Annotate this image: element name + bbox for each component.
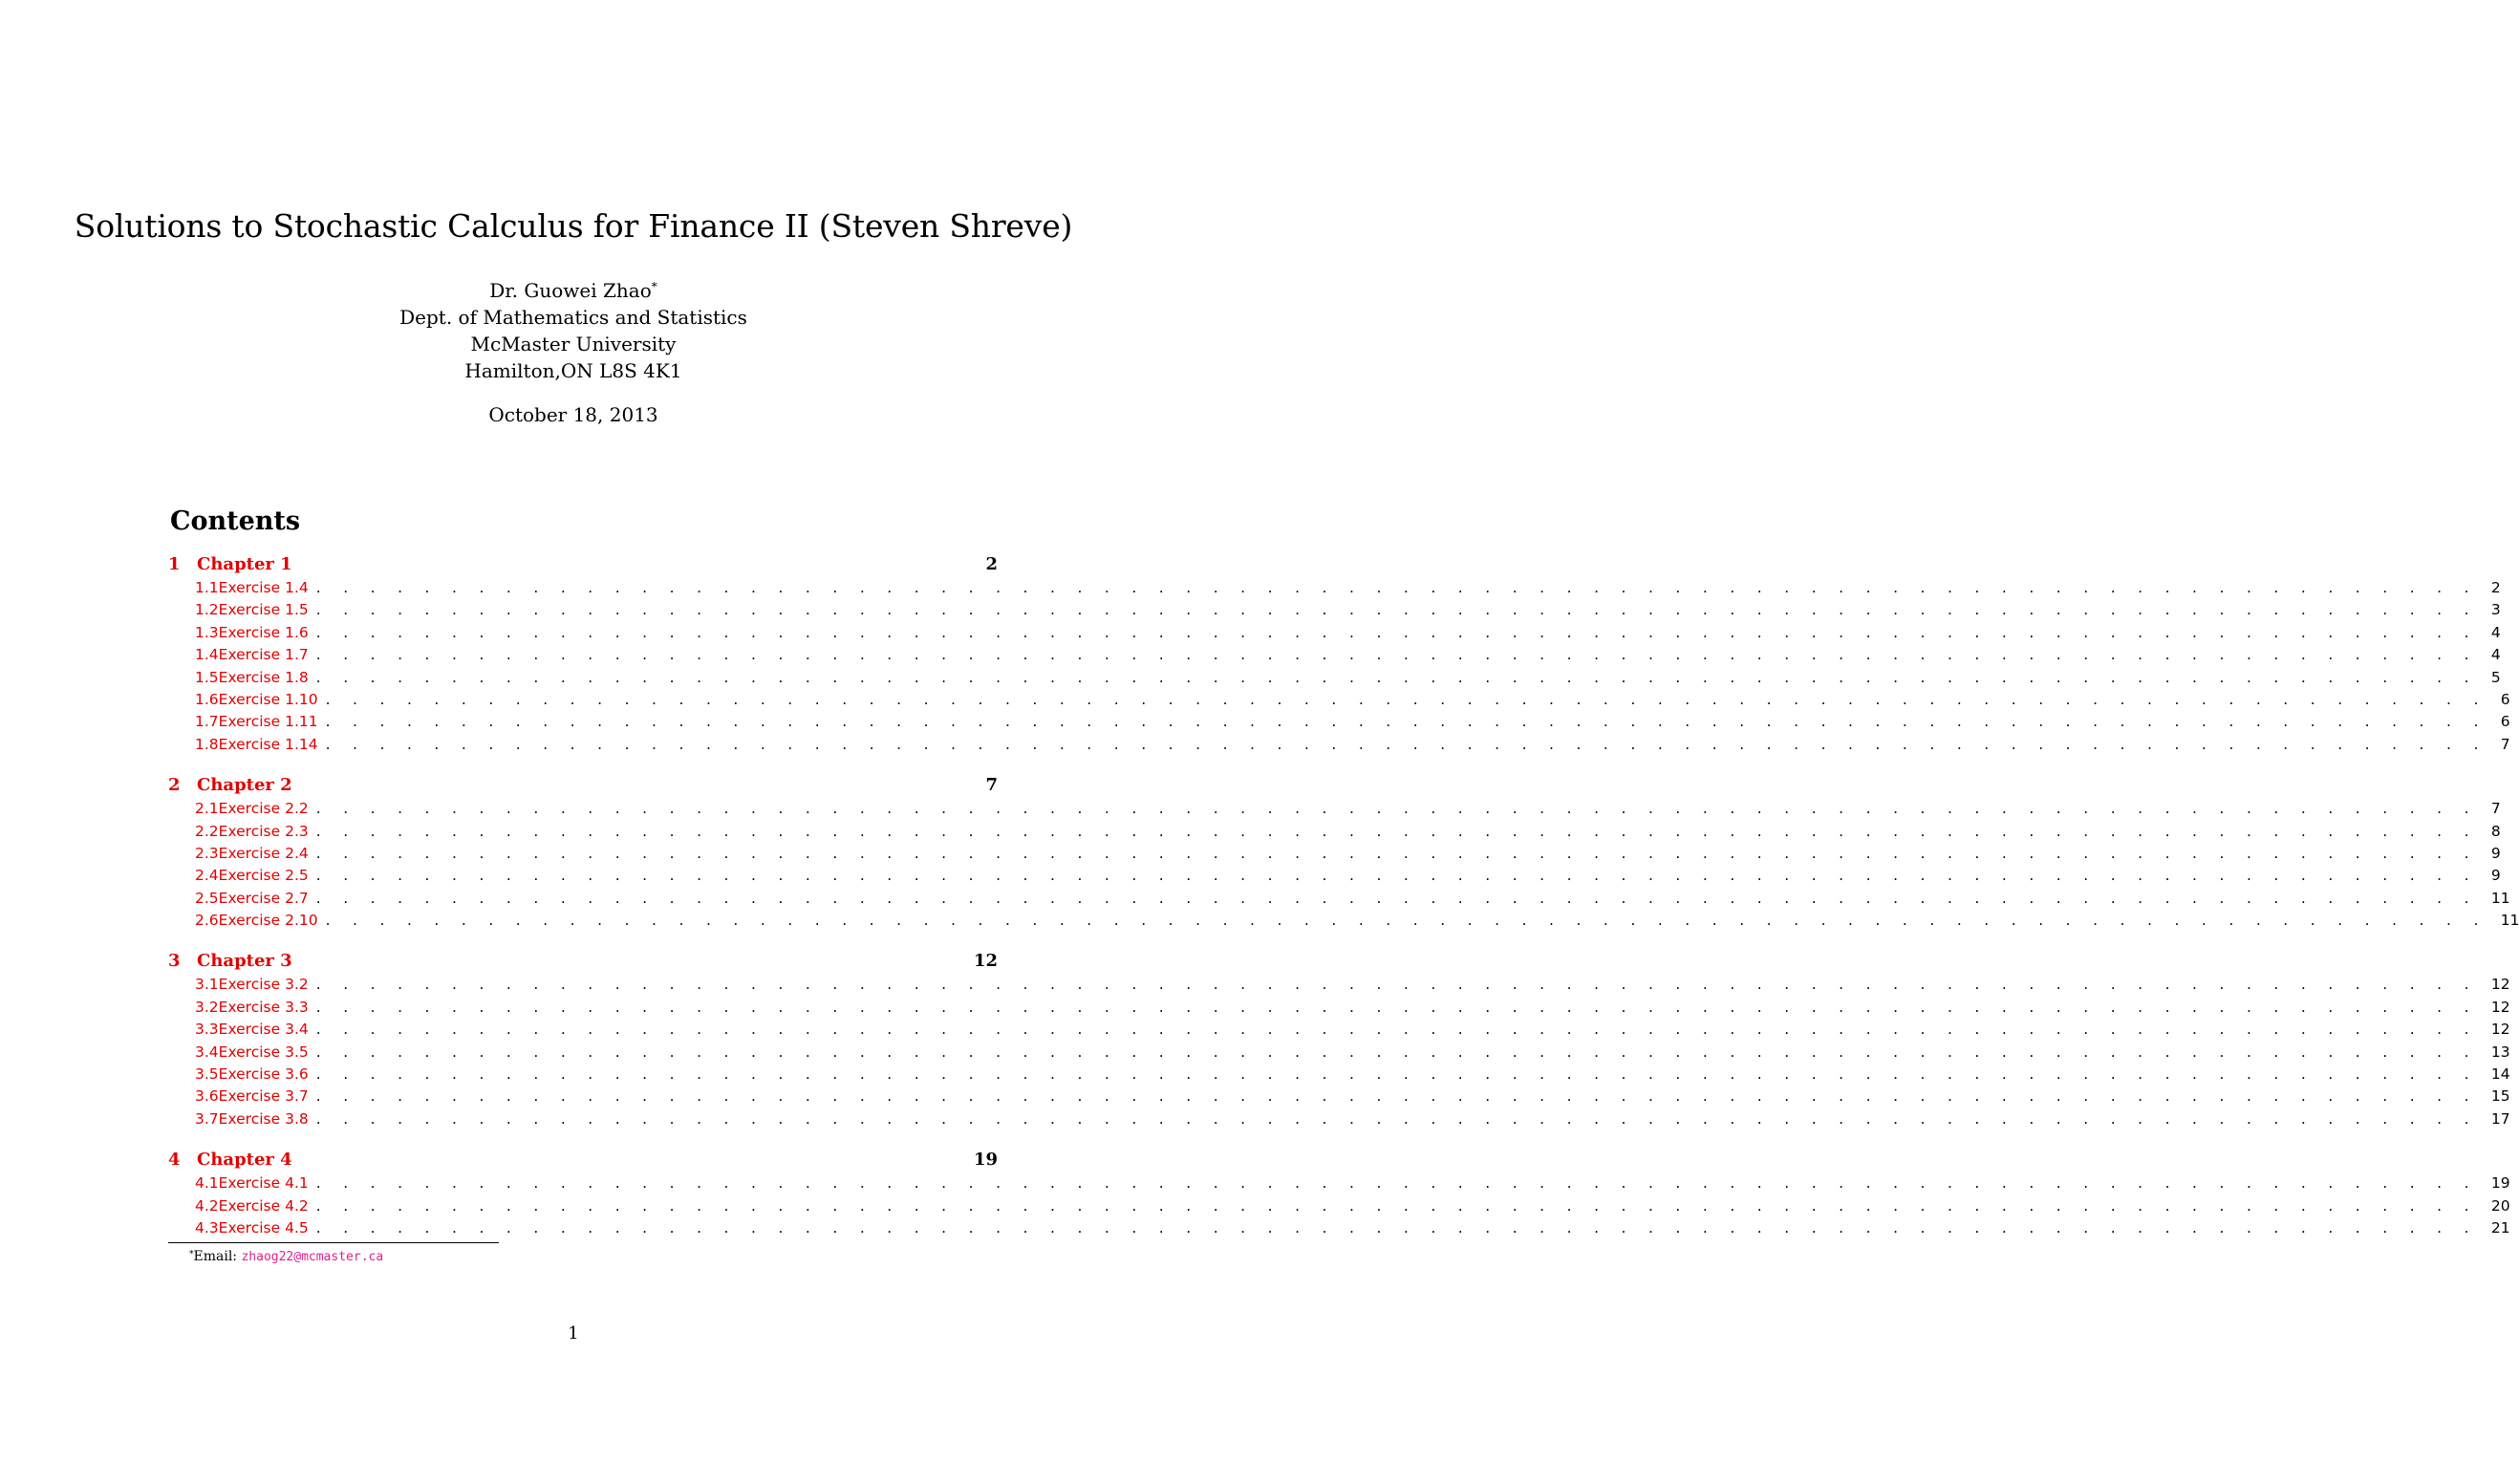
- toc-exercise-number[interactable]: 1.1: [195, 579, 219, 596]
- toc-exercise-number[interactable]: 3.4: [195, 1043, 219, 1061]
- toc-chapter-number[interactable]: 4: [168, 1150, 181, 1171]
- toc-exercise-number[interactable]: 1.4: [195, 646, 219, 664]
- toc-dot-leader: . . . . . . . . . . . . . . . . . . . . . . . . . . . . . . . . . . . . . . . . . . . . . . . . . . . . . . . . . . . . . . . . . . . . . . . . . . . . . . . .: [315, 822, 2478, 840]
- toc-dot-leader: . . . . . . . . . . . . . . . . . . . . . . . . . . . . . . . . . . . . . . . . . . . . . . . . . . . . . . . . . . . . . . . . . . . . . . . . . . . . . . . .: [325, 690, 2487, 708]
- toc-exercise-title[interactable]: Exercise 2.5: [218, 867, 309, 885]
- toc-exercise-number[interactable]: 3.5: [195, 1065, 219, 1084]
- toc-exercise-entry[interactable]: [168, 1108, 2510, 1130]
- toc-exercise-number[interactable]: 2.6: [195, 912, 219, 930]
- toc-chapter-number[interactable]: 3: [168, 951, 181, 972]
- toc-exercise-page: 13: [2490, 1043, 2510, 1061]
- toc-exercise-number[interactable]: 3.2: [195, 998, 219, 1016]
- toc-exercise-number[interactable]: 2.4: [195, 867, 219, 885]
- toc-exercise-page: 3: [2490, 601, 2501, 619]
- toc-chapter: [168, 552, 2510, 756]
- document-date: October 18, 2013: [488, 403, 658, 426]
- author-dept: Dept. of Mathematics and Statistics: [399, 306, 747, 329]
- toc-exercise-number[interactable]: 2.1: [195, 800, 219, 818]
- author-block: [0, 277, 1147, 384]
- toc-dot-leader: . . . . . . . . . . . . . . . . . . . . . . . . . . . . . . . . . . . . . . . . . . . . . . . . . . . . . . . . . . . . . . . . . . . . . . . . . . . . . . . .: [315, 976, 2478, 994]
- toc-exercise-page: 4: [2490, 623, 2501, 641]
- toc-exercise-number[interactable]: 1.7: [195, 713, 219, 731]
- toc-exercise-title[interactable]: Exercise 2.7: [218, 889, 309, 907]
- toc-exercise-entry[interactable]: [168, 1064, 2510, 1086]
- toc-exercise-number[interactable]: 1.2: [195, 601, 219, 619]
- toc-exercise-page: 11: [2490, 889, 2510, 907]
- toc-dot-leader: . . . . . . . . . . . . . . . . . . . . . . . . . . . . . . . . . . . . . . . . . . . . . . . . . . . . . . . . . . . . . . . . . . . . . . . . . . . . . . . .: [315, 1218, 2478, 1237]
- toc-exercise-page: 9: [2490, 867, 2501, 885]
- toc-exercise-entry[interactable]: [168, 711, 2510, 733]
- toc-exercise-number[interactable]: 2.2: [195, 822, 219, 840]
- toc-chapter-title[interactable]: Chapter 4: [197, 1150, 292, 1171]
- toc-exercise-entry[interactable]: [168, 644, 2501, 666]
- contents-heading: Contents: [170, 506, 301, 536]
- toc-exercise-title[interactable]: Exercise 3.5: [218, 1043, 309, 1061]
- toc-exercise-entry[interactable]: [168, 622, 2501, 644]
- toc-chapter-title[interactable]: Chapter 3: [197, 951, 292, 972]
- toc-exercise-title[interactable]: Exercise 2.2: [218, 800, 309, 818]
- toc-exercise-page: 8: [2490, 822, 2501, 840]
- footnote-rule: [168, 1242, 499, 1243]
- toc-exercise-title[interactable]: Exercise 3.7: [218, 1087, 309, 1106]
- page-number: 1: [568, 1323, 579, 1344]
- toc-exercise-page: 2: [2490, 579, 2501, 596]
- toc-exercise-entry[interactable]: [168, 599, 2501, 621]
- toc-exercise-entry[interactable]: [168, 1195, 2510, 1217]
- toc-dot-leader: . . . . . . . . . . . . . . . . . . . . . . . . . . . . . . . . . . . . . . . . . . . . . . . . . . . . . . . . . . . . . . . . . . . . . . . . . . . . . . . .: [325, 912, 2487, 930]
- footnote-label: Email:: [193, 1249, 242, 1264]
- toc-exercise-entry[interactable]: [168, 734, 2510, 756]
- toc-exercise-number[interactable]: 4.1: [195, 1174, 219, 1193]
- author-address: Hamilton,ON L8S 4K1: [464, 359, 682, 382]
- toc-exercise-number[interactable]: 3.7: [195, 1109, 219, 1128]
- toc-exercise-title[interactable]: Exercise 4.1: [218, 1174, 309, 1193]
- toc-exercise-entry[interactable]: [168, 1217, 2510, 1239]
- toc-exercise-title[interactable]: Exercise 3.3: [218, 998, 309, 1016]
- toc-chapter: [168, 773, 2519, 932]
- toc-exercise-number[interactable]: 2.3: [195, 844, 219, 862]
- toc-exercise-title[interactable]: Exercise 3.4: [218, 1021, 309, 1039]
- toc-exercise-title[interactable]: Exercise 2.4: [218, 844, 309, 862]
- table-of-contents: [168, 552, 2519, 1257]
- toc-chapter-page: 7: [985, 775, 998, 796]
- toc-chapter: [168, 1148, 2510, 1239]
- toc-exercise-page: 12: [2490, 1021, 2510, 1039]
- toc-chapter-entry[interactable]: [168, 552, 998, 577]
- toc-exercise-number[interactable]: 4.2: [195, 1196, 219, 1215]
- toc-exercise-title[interactable]: Exercise 1.10: [218, 690, 318, 708]
- toc-dot-leader: . . . . . . . . . . . . . . . . . . . . . . . . . . . . . . . . . . . . . . . . . . . . . . . . . . . . . . . . . . . . . . . . . . . . . . . . . . . . . . . .: [315, 867, 2478, 885]
- toc-chapter-entry[interactable]: [168, 773, 998, 798]
- toc-exercise-number[interactable]: 3.3: [195, 1021, 219, 1039]
- toc-exercise-title[interactable]: Exercise 2.3: [218, 822, 309, 840]
- toc-dot-leader: . . . . . . . . . . . . . . . . . . . . . . . . . . . . . . . . . . . . . . . . . . . . . . . . . . . . . . . . . . . . . . . . . . . . . . . . . . . . . . . .: [315, 623, 2478, 641]
- toc-exercise-title[interactable]: Exercise 1.7: [218, 646, 309, 664]
- toc-exercise-title[interactable]: Exercise 2.10: [218, 912, 318, 930]
- toc-chapter-title[interactable]: Chapter 2: [197, 775, 292, 796]
- toc-exercise-number[interactable]: 1.5: [195, 668, 219, 686]
- toc-dot-leader: . . . . . . . . . . . . . . . . . . . . . . . . . . . . . . . . . . . . . . . . . . . . . . . . . . . . . . . . . . . . . . . . . . . . . . . . . . . . . . . .: [315, 668, 2478, 686]
- toc-exercise-page: 20: [2490, 1196, 2510, 1215]
- toc-chapter-number[interactable]: 2: [168, 775, 181, 796]
- toc-chapter-entry[interactable]: [168, 949, 998, 974]
- toc-exercise-entry[interactable]: [168, 689, 2510, 711]
- toc-dot-leader: . . . . . . . . . . . . . . . . . . . . . . . . . . . . . . . . . . . . . . . . . . . . . . . . . . . . . . . . . . . . . . . . . . . . . . . . . . . . . . . .: [315, 1174, 2478, 1193]
- toc-exercise-number[interactable]: 3.1: [195, 976, 219, 994]
- author-university: McMaster University: [470, 333, 677, 355]
- toc-exercise-page: 12: [2490, 976, 2510, 994]
- toc-exercise-page: 19: [2490, 1174, 2510, 1193]
- toc-exercise-title[interactable]: Exercise 1.5: [218, 601, 309, 619]
- toc-exercise-entry[interactable]: [168, 821, 2501, 843]
- author-name: Dr. Guowei Zhao: [489, 279, 652, 302]
- toc-exercise-entry[interactable]: [168, 798, 2501, 820]
- toc-dot-leader: . . . . . . . . . . . . . . . . . . . . . . . . . . . . . . . . . . . . . . . . . . . . . . . . . . . . . . . . . . . . . . . . . . . . . . . . . . . . . . . .: [315, 998, 2478, 1016]
- toc-exercise-entry[interactable]: [168, 843, 2501, 865]
- toc-exercise-number[interactable]: 4.3: [195, 1218, 219, 1237]
- toc-chapter-page: 2: [985, 554, 998, 574]
- toc-exercise-page: 15: [2490, 1087, 2510, 1106]
- footnote: [189, 1247, 383, 1267]
- toc-dot-leader: . . . . . . . . . . . . . . . . . . . . . . . . . . . . . . . . . . . . . . . . . . . . . . . . . . . . . . . . . . . . . . . . . . . . . . . . . . . . . . . .: [315, 1021, 2478, 1039]
- toc-chapter-page: 12: [973, 951, 998, 972]
- toc-exercise-title[interactable]: Exercise 4.2: [218, 1196, 309, 1215]
- toc-exercise-title[interactable]: Exercise 3.6: [218, 1065, 309, 1084]
- toc-exercise-page: 5: [2490, 668, 2501, 686]
- toc-dot-leader: . . . . . . . . . . . . . . . . . . . . . . . . . . . . . . . . . . . . . . . . . . . . . . . . . . . . . . . . . . . . . . . . . . . . . . . . . . . . . . . .: [315, 889, 2478, 907]
- toc-dot-leader: . . . . . . . . . . . . . . . . . . . . . . . . . . . . . . . . . . . . . . . . . . . . . . . . . . . . . . . . . . . . . . . . . . . . . . . . . . . . . . . .: [315, 646, 2478, 664]
- footnote-mark: *: [189, 1250, 194, 1259]
- toc-chapter-page: 19: [973, 1150, 998, 1171]
- toc-chapter: [168, 949, 2510, 1130]
- toc-exercise-page: 17: [2490, 1109, 2510, 1128]
- toc-exercise-page: 12: [2490, 998, 2510, 1016]
- toc-exercise-entry[interactable]: [168, 865, 2501, 887]
- toc-exercise-entry[interactable]: [168, 667, 2501, 689]
- toc-dot-leader: . . . . . . . . . . . . . . . . . . . . . . . . . . . . . . . . . . . . . . . . . . . . . . . . . . . . . . . . . . . . . . . . . . . . . . . . . . . . . . . .: [315, 601, 2478, 619]
- toc-chapter-title[interactable]: Chapter 1: [197, 554, 292, 574]
- toc-exercise-title[interactable]: Exercise 1.11: [218, 713, 318, 731]
- toc-exercise-number[interactable]: 1.8: [195, 735, 219, 753]
- author-line: [0, 277, 1147, 304]
- toc-exercise-number[interactable]: 3.6: [195, 1087, 219, 1106]
- toc-exercise-number[interactable]: 1.3: [195, 623, 219, 641]
- author-footnote-mark[interactable]: *: [651, 280, 657, 293]
- toc-dot-leader: . . . . . . . . . . . . . . . . . . . . . . . . . . . . . . . . . . . . . . . . . . . . . . . . . . . . . . . . . . . . . . . . . . . . . . . . . . . . . . . .: [315, 579, 2478, 596]
- toc-exercise-page: 4: [2490, 646, 2501, 664]
- toc-exercise-page: 6: [2500, 690, 2510, 708]
- toc-exercise-page: 7: [2500, 735, 2510, 753]
- toc-exercise-entry[interactable]: [168, 1019, 2510, 1041]
- toc-exercise-title[interactable]: Exercise 1.8: [218, 668, 309, 686]
- toc-exercise-page: 21: [2490, 1218, 2510, 1237]
- toc-exercise-entry[interactable]: [168, 1042, 2510, 1064]
- toc-dot-leader: . . . . . . . . . . . . . . . . . . . . . . . . . . . . . . . . . . . . . . . . . . . . . . . . . . . . . . . . . . . . . . . . . . . . . . . . . . . . . . . .: [325, 735, 2487, 753]
- toc-chapter-number[interactable]: 1: [168, 554, 181, 574]
- toc-dot-leader: . . . . . . . . . . . . . . . . . . . . . . . . . . . . . . . . . . . . . . . . . . . . . . . . . . . . . . . . . . . . . . . . . . . . . . . . . . . . . . . .: [315, 1087, 2478, 1106]
- email-link[interactable]: zhaog22@mcmaster.ca: [241, 1250, 384, 1264]
- document-title: Solutions to Stochastic Calculus for Finance II (Steven Shreve): [74, 207, 1073, 245]
- toc-dot-leader: . . . . . . . . . . . . . . . . . . . . . . . . . . . . . . . . . . . . . . . . . . . . . . . . . . . . . . . . . . . . . . . . . . . . . . . . . . . . . . . .: [315, 1065, 2478, 1084]
- toc-exercise-page: 7: [2490, 800, 2501, 818]
- toc-exercise-number[interactable]: 1.6: [195, 690, 219, 708]
- toc-exercise-title[interactable]: Exercise 1.4: [218, 579, 309, 596]
- toc-dot-leader: . . . . . . . . . . . . . . . . . . . . . . . . . . . . . . . . . . . . . . . . . . . . . . . . . . . . . . . . . . . . . . . . . . . . . . . . . . . . . . . .: [315, 844, 2478, 862]
- toc-exercise-entry[interactable]: [168, 1172, 2510, 1194]
- toc-exercise-entry[interactable]: [168, 910, 2519, 932]
- toc-exercise-title[interactable]: Exercise 1.14: [218, 735, 318, 753]
- toc-dot-leader: . . . . . . . . . . . . . . . . . . . . . . . . . . . . . . . . . . . . . . . . . . . . . . . . . . . . . . . . . . . . . . . . . . . . . . . . . . . . . . . .: [315, 800, 2478, 818]
- toc-chapter-entry[interactable]: [168, 1148, 998, 1172]
- toc-exercise-page: 14: [2490, 1065, 2510, 1084]
- toc-exercise-entry[interactable]: [168, 577, 2501, 599]
- toc-dot-leader: . . . . . . . . . . . . . . . . . . . . . . . . . . . . . . . . . . . . . . . . . . . . . . . . . . . . . . . . . . . . . . . . . . . . . . . . . . . . . . . .: [315, 1196, 2478, 1215]
- toc-dot-leader: . . . . . . . . . . . . . . . . . . . . . . . . . . . . . . . . . . . . . . . . . . . . . . . . . . . . . . . . . . . . . . . . . . . . . . . . . . . . . . . .: [315, 1109, 2478, 1128]
- toc-exercise-title[interactable]: Exercise 1.6: [218, 623, 309, 641]
- toc-exercise-page: 6: [2500, 713, 2510, 731]
- toc-exercise-number[interactable]: 2.5: [195, 889, 219, 907]
- toc-exercise-title[interactable]: Exercise 3.2: [218, 976, 309, 994]
- toc-exercise-page: 11: [2500, 912, 2519, 930]
- toc-dot-leader: . . . . . . . . . . . . . . . . . . . . . . . . . . . . . . . . . . . . . . . . . . . . . . . . . . . . . . . . . . . . . . . . . . . . . . . . . . . . . . . .: [315, 1043, 2478, 1061]
- toc-exercise-entry[interactable]: [168, 888, 2510, 910]
- toc-exercise-page: 9: [2490, 844, 2501, 862]
- toc-exercise-title[interactable]: Exercise 3.8: [218, 1109, 309, 1128]
- toc-exercise-entry[interactable]: [168, 997, 2510, 1019]
- toc-exercise-entry[interactable]: [168, 1086, 2510, 1108]
- toc-exercise-entry[interactable]: [168, 974, 2510, 996]
- toc-dot-leader: . . . . . . . . . . . . . . . . . . . . . . . . . . . . . . . . . . . . . . . . . . . . . . . . . . . . . . . . . . . . . . . . . . . . . . . . . . . . . . . .: [325, 713, 2487, 731]
- toc-exercise-title[interactable]: Exercise 4.5: [218, 1218, 309, 1237]
